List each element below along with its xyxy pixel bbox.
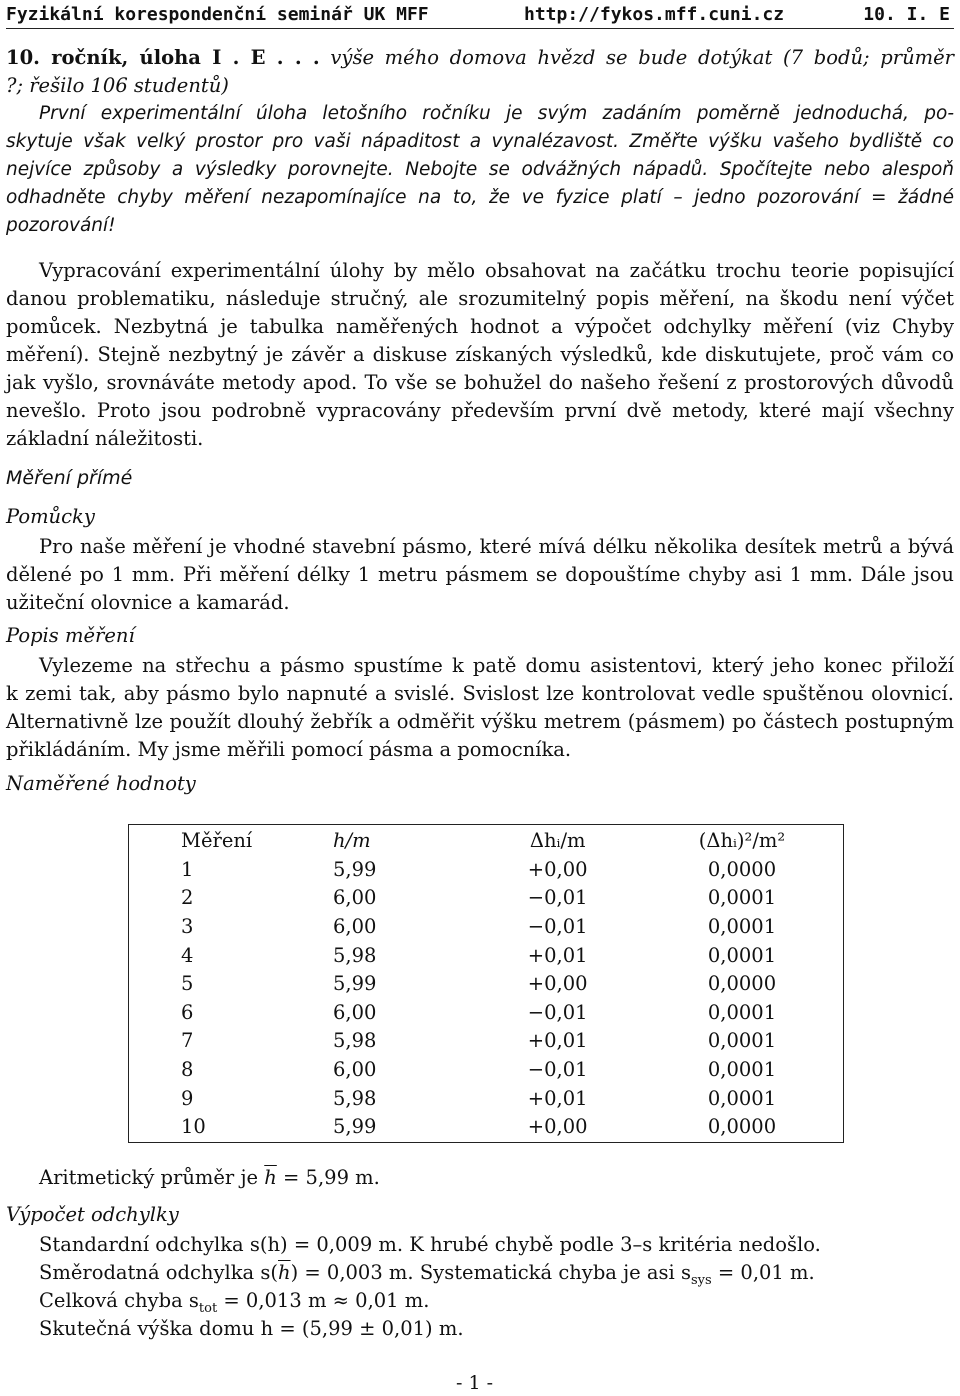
cell-delta-h-squared: 0,0000 bbox=[707, 972, 777, 996]
cell-h: 5,98 bbox=[333, 1029, 377, 1053]
cell-delta-h-squared: 0,0001 bbox=[707, 1029, 777, 1053]
cell-delta-h: −0,01 bbox=[527, 915, 588, 939]
sd-mean-line bbox=[39, 1259, 960, 1287]
running-header bbox=[6, 2, 954, 29]
table-row bbox=[129, 999, 844, 1028]
popis-title: Popis měření bbox=[6, 624, 135, 647]
intro-line: pomůcek. Nezbytná je tabulka naměřených hodnot a výpočet odchylky měření (viz Chyby bbox=[6, 315, 954, 338]
cell-delta-h: −0,01 bbox=[527, 1058, 588, 1082]
sys-subscript: sys bbox=[691, 1272, 712, 1288]
std-dev-line: Standardní odchylka s(h) = 0,009 m. K hrubé chybě podle 3–s kritéria nedošlo. bbox=[39, 1233, 821, 1256]
cell-delta-h-squared: 0,0000 bbox=[707, 1115, 777, 1139]
table-row bbox=[129, 970, 844, 999]
mean-value: = 5,99 m. bbox=[283, 1166, 380, 1189]
section-title: Měření přímé bbox=[6, 467, 133, 489]
cell-h: 5,99 bbox=[333, 1115, 377, 1139]
cell-delta-h: +0,00 bbox=[527, 972, 588, 996]
sd-mean-symbol: $\overline{h}$ bbox=[278, 1261, 291, 1284]
task-number: 10. ročník, úloha I . E . . . bbox=[6, 46, 320, 69]
sd-mean-text: Směrodatná odchylka s( bbox=[39, 1261, 278, 1284]
cell-h: 6,00 bbox=[333, 1000, 377, 1024]
task-stats: ?; řešilo 106 studentů) bbox=[6, 74, 229, 97]
sd-mean-text-2: ) = 0,003 m. Systematická chyba je asi s bbox=[290, 1261, 691, 1284]
assignment-line: skytuje však velký prostor pro vaši nápaditost a vynalézavost. Změřte výšku vašeho bydliště co bbox=[6, 131, 954, 152]
col-header-delta-h-squared: (Δhᵢ)²/m² bbox=[698, 829, 786, 853]
assignment-line: nejvíce způsoby a výsledky porovnejte. Nebojte se odvážných nápadů. Spočítejte nebo alespoň bbox=[6, 159, 954, 180]
col-header-measurement: Měření bbox=[181, 829, 253, 853]
col-header-h: h/m bbox=[333, 829, 371, 853]
cell-delta-h-squared: 0,0001 bbox=[707, 1000, 777, 1024]
tot-subscript: tot bbox=[198, 1300, 218, 1316]
cell-h: 5,98 bbox=[333, 943, 377, 967]
cell-h: 6,00 bbox=[333, 915, 377, 939]
vypocet-paragraph bbox=[6, 1231, 960, 1343]
popis-paragraph bbox=[6, 652, 954, 764]
assignment-text bbox=[6, 100, 954, 240]
table-row bbox=[129, 941, 844, 970]
intro-paragraph bbox=[6, 257, 954, 453]
mean-line bbox=[6, 1166, 960, 1189]
pomucky-line: užiteční olovnice a kamarád. bbox=[6, 591, 290, 614]
task-title-line bbox=[6, 44, 954, 72]
cell-measurement: 5 bbox=[181, 972, 194, 996]
popis-line: Vylezeme na střechu a pásmo spustíme k patě domu asistentovi, který jeho konec přiloží bbox=[39, 654, 954, 677]
intro-line: jak vyšlo, srovnáváte metody apod. To vše se bohužel do našeho řešení z prostorových důvodů bbox=[6, 371, 954, 394]
mean-text: Aritmetický průměr je bbox=[39, 1166, 259, 1189]
table-header-row bbox=[129, 825, 844, 856]
cell-measurement: 1 bbox=[181, 857, 194, 881]
table-row bbox=[129, 913, 844, 942]
vypocet-title: Výpočet odchylky bbox=[6, 1203, 179, 1226]
task-title: výše mého domova hvězd se bude dotýkat (7 bodů; průměr bbox=[330, 46, 954, 69]
cell-delta-h: +0,00 bbox=[527, 1115, 588, 1139]
header-task-id: 10. I. E bbox=[863, 4, 950, 25]
measurement-table bbox=[128, 824, 844, 1143]
col-header-delta-h: Δhᵢ/m bbox=[529, 829, 586, 853]
table-body bbox=[129, 856, 844, 1142]
cell-measurement: 6 bbox=[181, 1000, 194, 1024]
header-url[interactable]: http://fykos.mff.cuni.cz bbox=[524, 4, 785, 25]
page-number: - 1 - bbox=[456, 1372, 494, 1394]
table-row bbox=[129, 1113, 844, 1142]
cell-delta-h: +0,00 bbox=[527, 857, 588, 881]
namerene-title: Naměřené hodnoty bbox=[6, 772, 196, 795]
cell-h: 5,99 bbox=[333, 972, 377, 996]
table-row bbox=[129, 856, 844, 885]
cell-delta-h: +0,01 bbox=[527, 1029, 588, 1053]
cell-delta-h: +0,01 bbox=[527, 1086, 588, 1110]
cell-measurement: 8 bbox=[181, 1058, 194, 1082]
sys-value: = 0,01 m. bbox=[711, 1261, 815, 1284]
cell-delta-h-squared: 0,0001 bbox=[707, 943, 777, 967]
table-row bbox=[129, 884, 844, 913]
intro-line: základní náležitosti. bbox=[6, 427, 204, 450]
cell-delta-h-squared: 0,0000 bbox=[707, 857, 777, 881]
assignment-line: pozorování! bbox=[6, 215, 116, 236]
intro-line: měření). Stejně nezbytný je závěr a diskuse získaných výsledků, kde diskutujete, proč vám co bbox=[6, 343, 954, 366]
cell-delta-h-squared: 0,0001 bbox=[707, 886, 777, 910]
total-error-line bbox=[39, 1287, 960, 1315]
pomucky-line: dělené po 1 mm. Při měření délky 1 metru pásmem se dopouštíme chyby asi 1 mm. Dále jsou bbox=[6, 563, 954, 586]
cell-measurement: 3 bbox=[181, 915, 194, 939]
mean-symbol: $\overline{h}$ bbox=[264, 1166, 277, 1189]
cell-h: 5,99 bbox=[333, 857, 377, 881]
pomucky-paragraph bbox=[6, 533, 954, 617]
table-row bbox=[129, 1056, 844, 1085]
assignment-line: odhadněte chyby měření nezapomínajíce na to, že ve fyzice platí – jedno pozorování = žádné bbox=[6, 187, 954, 208]
assignment-line: První experimentální úloha letošního ročníku je svým zadáním poměrně jednoduchá, po- bbox=[39, 103, 954, 124]
pomucky-title: Pomůcky bbox=[6, 505, 95, 528]
cell-delta-h-squared: 0,0001 bbox=[707, 1086, 777, 1110]
cell-h: 6,00 bbox=[333, 886, 377, 910]
cell-measurement: 9 bbox=[181, 1086, 194, 1110]
cell-h: 5,98 bbox=[333, 1086, 377, 1110]
cell-delta-h-squared: 0,0001 bbox=[707, 1058, 777, 1082]
cell-delta-h: −0,01 bbox=[527, 886, 588, 910]
pomucky-line: Pro naše měření je vhodné stavební pásmo, které mívá délku několika desítek metrů a bývá bbox=[39, 535, 954, 558]
popis-line: přikládáním. My jsme měřili pomocí pásma a pomocníka. bbox=[6, 738, 572, 761]
intro-line: nevešlo. Proto jsou podrobně vypracovány především první dvě metody, které mají všechny bbox=[6, 399, 954, 422]
task-heading bbox=[6, 44, 954, 100]
cell-measurement: 7 bbox=[181, 1029, 194, 1053]
intro-line: danou problematiku, následuje stručný, ale srozumitelný popis měření, na škodu není výčet bbox=[6, 287, 954, 310]
cell-measurement: 10 bbox=[181, 1115, 206, 1139]
intro-line: Vypracování experimentální úlohy by mělo obsahovat na začátku trochu teorie popisující bbox=[39, 259, 954, 282]
cell-delta-h: −0,01 bbox=[527, 1000, 588, 1024]
cell-delta-h: +0,01 bbox=[527, 943, 588, 967]
popis-line: k zemi tak, aby pásmo bylo napnuté a svislé. Svislost lze kontrolovat vedle spuštěnou olovnicí. bbox=[6, 682, 954, 705]
total-error-value: = 0,013 m ≈ 0,01 m. bbox=[217, 1289, 430, 1312]
cell-delta-h-squared: 0,0001 bbox=[707, 915, 777, 939]
total-error-text: Celková chyba s bbox=[39, 1289, 199, 1312]
cell-measurement: 4 bbox=[181, 943, 194, 967]
table-row bbox=[129, 1027, 844, 1056]
cell-measurement: 2 bbox=[181, 886, 194, 910]
table-row bbox=[129, 1084, 844, 1113]
result-line: Skutečná výška domu h = (5,99 ± 0,01) m. bbox=[39, 1317, 464, 1340]
cell-h: 6,00 bbox=[333, 1058, 377, 1082]
header-seminar: Fyzikální korespondenční seminář UK MFF bbox=[6, 4, 429, 25]
popis-line: Alternativně lze použít dlouhý žebřík a odměřit výšku metrem (pásmem) po částech postupným bbox=[6, 710, 954, 733]
